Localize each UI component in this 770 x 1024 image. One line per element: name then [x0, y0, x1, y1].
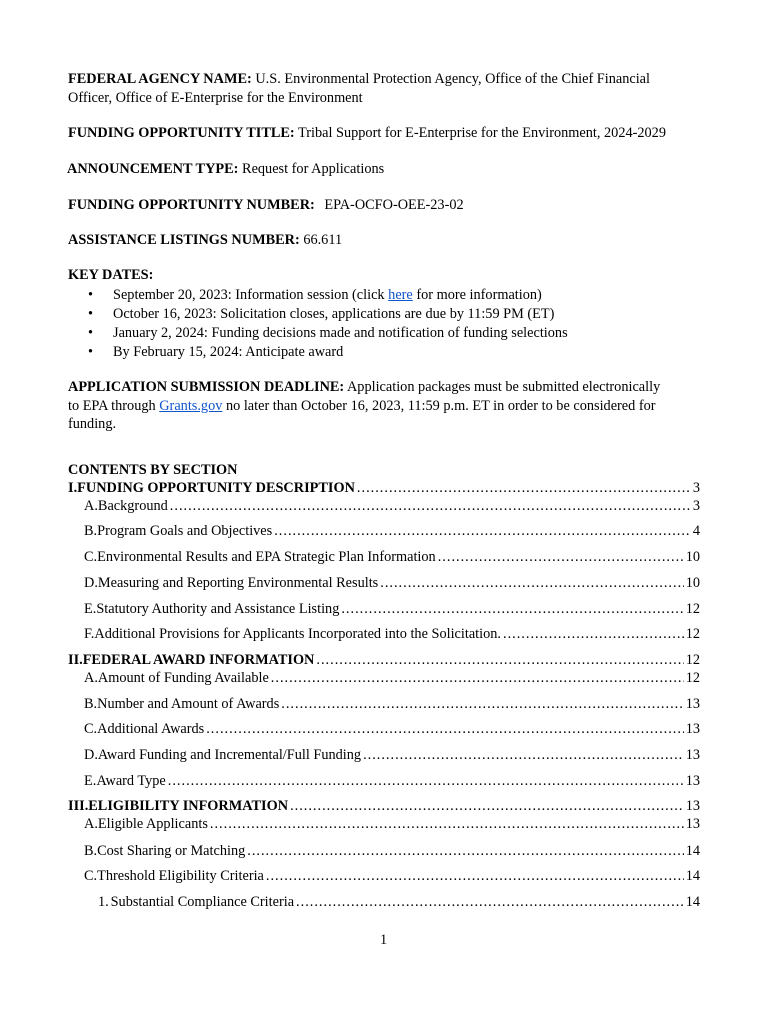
toc-title: Eligible Applicants: [97, 816, 208, 832]
toc-title: Substantial Compliance Criteria: [110, 894, 295, 910]
toc-number: C.: [84, 721, 98, 737]
toc-entry[interactable]: [84, 625, 700, 644]
toc-page: 10: [685, 575, 700, 591]
assistance-listing-line: [68, 231, 342, 250]
toc-number: III.: [68, 798, 89, 814]
toc-title: Measuring and Reporting Environmental Results: [97, 575, 379, 591]
toc-entry[interactable]: [68, 651, 700, 670]
deadline-text-pre: to EPA through: [68, 398, 160, 414]
bullet-icon: •: [88, 325, 94, 341]
toc-number: B.: [84, 843, 98, 859]
toc-number: E.: [84, 601, 97, 617]
deadline-label: APPLICATION SUBMISSION DEADLINE:: [68, 379, 345, 395]
toc-title: Program Goals and Objectives: [97, 523, 273, 539]
toc-leader: [281, 695, 683, 714]
toc-title: Number and Amount of Awards: [97, 696, 280, 712]
assistance-listing-value: 66.611: [303, 232, 343, 248]
key-dates-heading: [68, 266, 153, 285]
toc-leader: [341, 600, 683, 619]
key-date-text: October 16, 2023: Solicitation closes, applications are due by 11:59 PM (ET): [113, 306, 555, 322]
announcement-type-line: [67, 160, 384, 179]
toc-page: 14: [685, 894, 700, 910]
toc-number: I.: [68, 480, 78, 496]
deadline-line-3: funding.: [68, 416, 117, 432]
toc-leader: [503, 625, 684, 644]
toc-leader: [290, 797, 684, 816]
toc-entry[interactable]: [68, 479, 700, 498]
key-date-text: [113, 286, 542, 305]
toc-entry[interactable]: [84, 497, 700, 516]
toc-title: Additional Provisions for Applicants Incorporated into the Solicitation.: [94, 626, 501, 642]
toc-leader: [168, 772, 684, 791]
toc-title: Amount of Funding Available: [97, 670, 269, 686]
deadline-text: Application packages must be submitted electronically: [346, 379, 661, 395]
bullet-icon: •: [88, 287, 94, 303]
deadline-text-post: no later than October 16, 2023, 11:59 p.m. ET in order to be considered for: [222, 398, 656, 414]
toc-entry[interactable]: [84, 600, 700, 619]
toc-leader: [210, 815, 684, 834]
announcement-type-label: ANNOUNCEMENT TYPE:: [67, 161, 239, 177]
info-session-link[interactable]: here: [388, 287, 413, 303]
toc-number: E.: [84, 773, 97, 789]
toc-number: C.: [84, 549, 98, 565]
deadline-line-1: [68, 378, 660, 397]
key-date-text-pre: September 20, 2023: Information session (click: [113, 287, 389, 303]
toc-page: 13: [685, 747, 700, 763]
toc-number: B.: [84, 696, 98, 712]
toc-number: F.: [84, 626, 95, 642]
toc-leader: [357, 479, 691, 498]
toc-leader: [296, 893, 684, 912]
toc-title: Threshold Eligibility Criteria: [97, 868, 264, 884]
toc-title: Background: [97, 498, 168, 514]
toc-page: 13: [685, 798, 700, 814]
toc-number: A.: [84, 498, 98, 514]
funding-title-value: Tribal Support for E-Enterprise for the Environment, 2024-2029: [298, 125, 666, 141]
toc-number: D.: [84, 575, 98, 591]
toc-leader: [316, 651, 683, 670]
funding-number-value: EPA-OCFO-OEE-23-02: [324, 197, 464, 213]
toc-entry[interactable]: [84, 815, 700, 834]
toc-title: FEDERAL AWARD INFORMATION: [82, 652, 315, 668]
toc-entry[interactable]: [84, 574, 700, 593]
toc-number: A.: [84, 816, 98, 832]
toc-number: D.: [84, 747, 98, 763]
toc-entry[interactable]: [68, 797, 700, 816]
toc-number: C.: [84, 868, 98, 884]
bullet-icon: •: [88, 344, 94, 360]
toc-heading-text: CONTENTS BY SECTION: [68, 462, 238, 478]
toc-title: Additional Awards: [97, 721, 205, 737]
toc-page: 14: [685, 868, 700, 884]
toc-page: 13: [685, 773, 700, 789]
toc-entry[interactable]: [84, 720, 700, 739]
toc-leader: [206, 720, 683, 739]
toc-page: 13: [685, 816, 700, 832]
agency-value: U.S. Environmental Protection Agency, Office of the Chief Financial: [255, 71, 651, 87]
toc-number: B.: [84, 523, 98, 539]
toc-title: Statutory Authority and Assistance Listing: [96, 601, 340, 617]
toc-leader: [170, 497, 691, 516]
page-number: 1: [380, 932, 388, 948]
funding-number-line: [68, 196, 464, 215]
toc-entry[interactable]: [84, 522, 700, 541]
toc-entry[interactable]: [84, 772, 700, 791]
toc-page: 3: [692, 498, 700, 514]
announcement-type-value: Request for Applications: [242, 161, 385, 177]
toc-page: 3: [692, 480, 700, 496]
key-date-text: By February 15, 2024: Anticipate award: [113, 344, 344, 360]
agency-line-1: [68, 70, 650, 89]
toc-entry[interactable]: [98, 893, 700, 912]
toc-page: 12: [685, 670, 700, 686]
toc-page: 13: [685, 696, 700, 712]
toc-page: 12: [685, 601, 700, 617]
deadline-line-2: [68, 397, 656, 416]
toc-entry[interactable]: [84, 842, 700, 861]
toc-page: 14: [685, 843, 700, 859]
toc-entry[interactable]: [84, 548, 700, 567]
toc-page: 10: [685, 549, 700, 565]
toc-title: Award Type: [96, 773, 166, 789]
funding-title-line: [68, 124, 666, 143]
key-date-text-post: for more information): [412, 287, 542, 303]
assistance-listing-label: ASSISTANCE LISTINGS NUMBER:: [68, 232, 300, 248]
toc-leader: [266, 867, 684, 886]
toc-title: Environmental Results and EPA Strategic Plan Information: [97, 549, 436, 565]
bullet-icon: •: [88, 306, 94, 322]
agency-label: FEDERAL AGENCY NAME:: [68, 71, 252, 87]
toc-number: A.: [84, 670, 98, 686]
toc-leader: [438, 548, 684, 567]
key-date-text: January 2, 2024: Funding decisions made and notification of funding selections: [113, 325, 568, 341]
agency-line-2: Officer, Office of E-Enterprise for the Environment: [68, 90, 363, 106]
toc-entry[interactable]: [84, 669, 700, 688]
toc-entry[interactable]: [84, 695, 700, 714]
toc-page: 12: [685, 626, 700, 642]
toc-page: 4: [692, 523, 700, 539]
toc-title: FUNDING OPPORTUNITY DESCRIPTION: [77, 480, 355, 496]
toc-number: 1.: [98, 894, 109, 910]
toc-page: 13: [685, 721, 700, 737]
toc-leader: [271, 669, 684, 688]
toc-leader: [247, 842, 683, 861]
funding-title-label: FUNDING OPPORTUNITY TITLE:: [68, 125, 295, 141]
toc-entry[interactable]: [84, 746, 700, 765]
toc-heading: [68, 461, 238, 480]
funding-number-label: FUNDING OPPORTUNITY NUMBER:: [68, 197, 315, 213]
toc-leader: [274, 522, 691, 541]
toc-page: 12: [685, 652, 700, 668]
toc-title: Cost Sharing or Matching: [97, 843, 246, 859]
key-dates-label: KEY DATES:: [68, 267, 154, 283]
toc-entry[interactable]: [84, 867, 700, 886]
toc-leader: [380, 574, 683, 593]
toc-title: Award Funding and Incremental/Full Funding: [97, 747, 362, 763]
toc-title: ELIGIBILITY INFORMATION: [88, 798, 289, 814]
toc-number: II.: [68, 652, 83, 668]
toc-leader: [363, 746, 684, 765]
grants-gov-link[interactable]: Grants.gov: [159, 398, 223, 414]
